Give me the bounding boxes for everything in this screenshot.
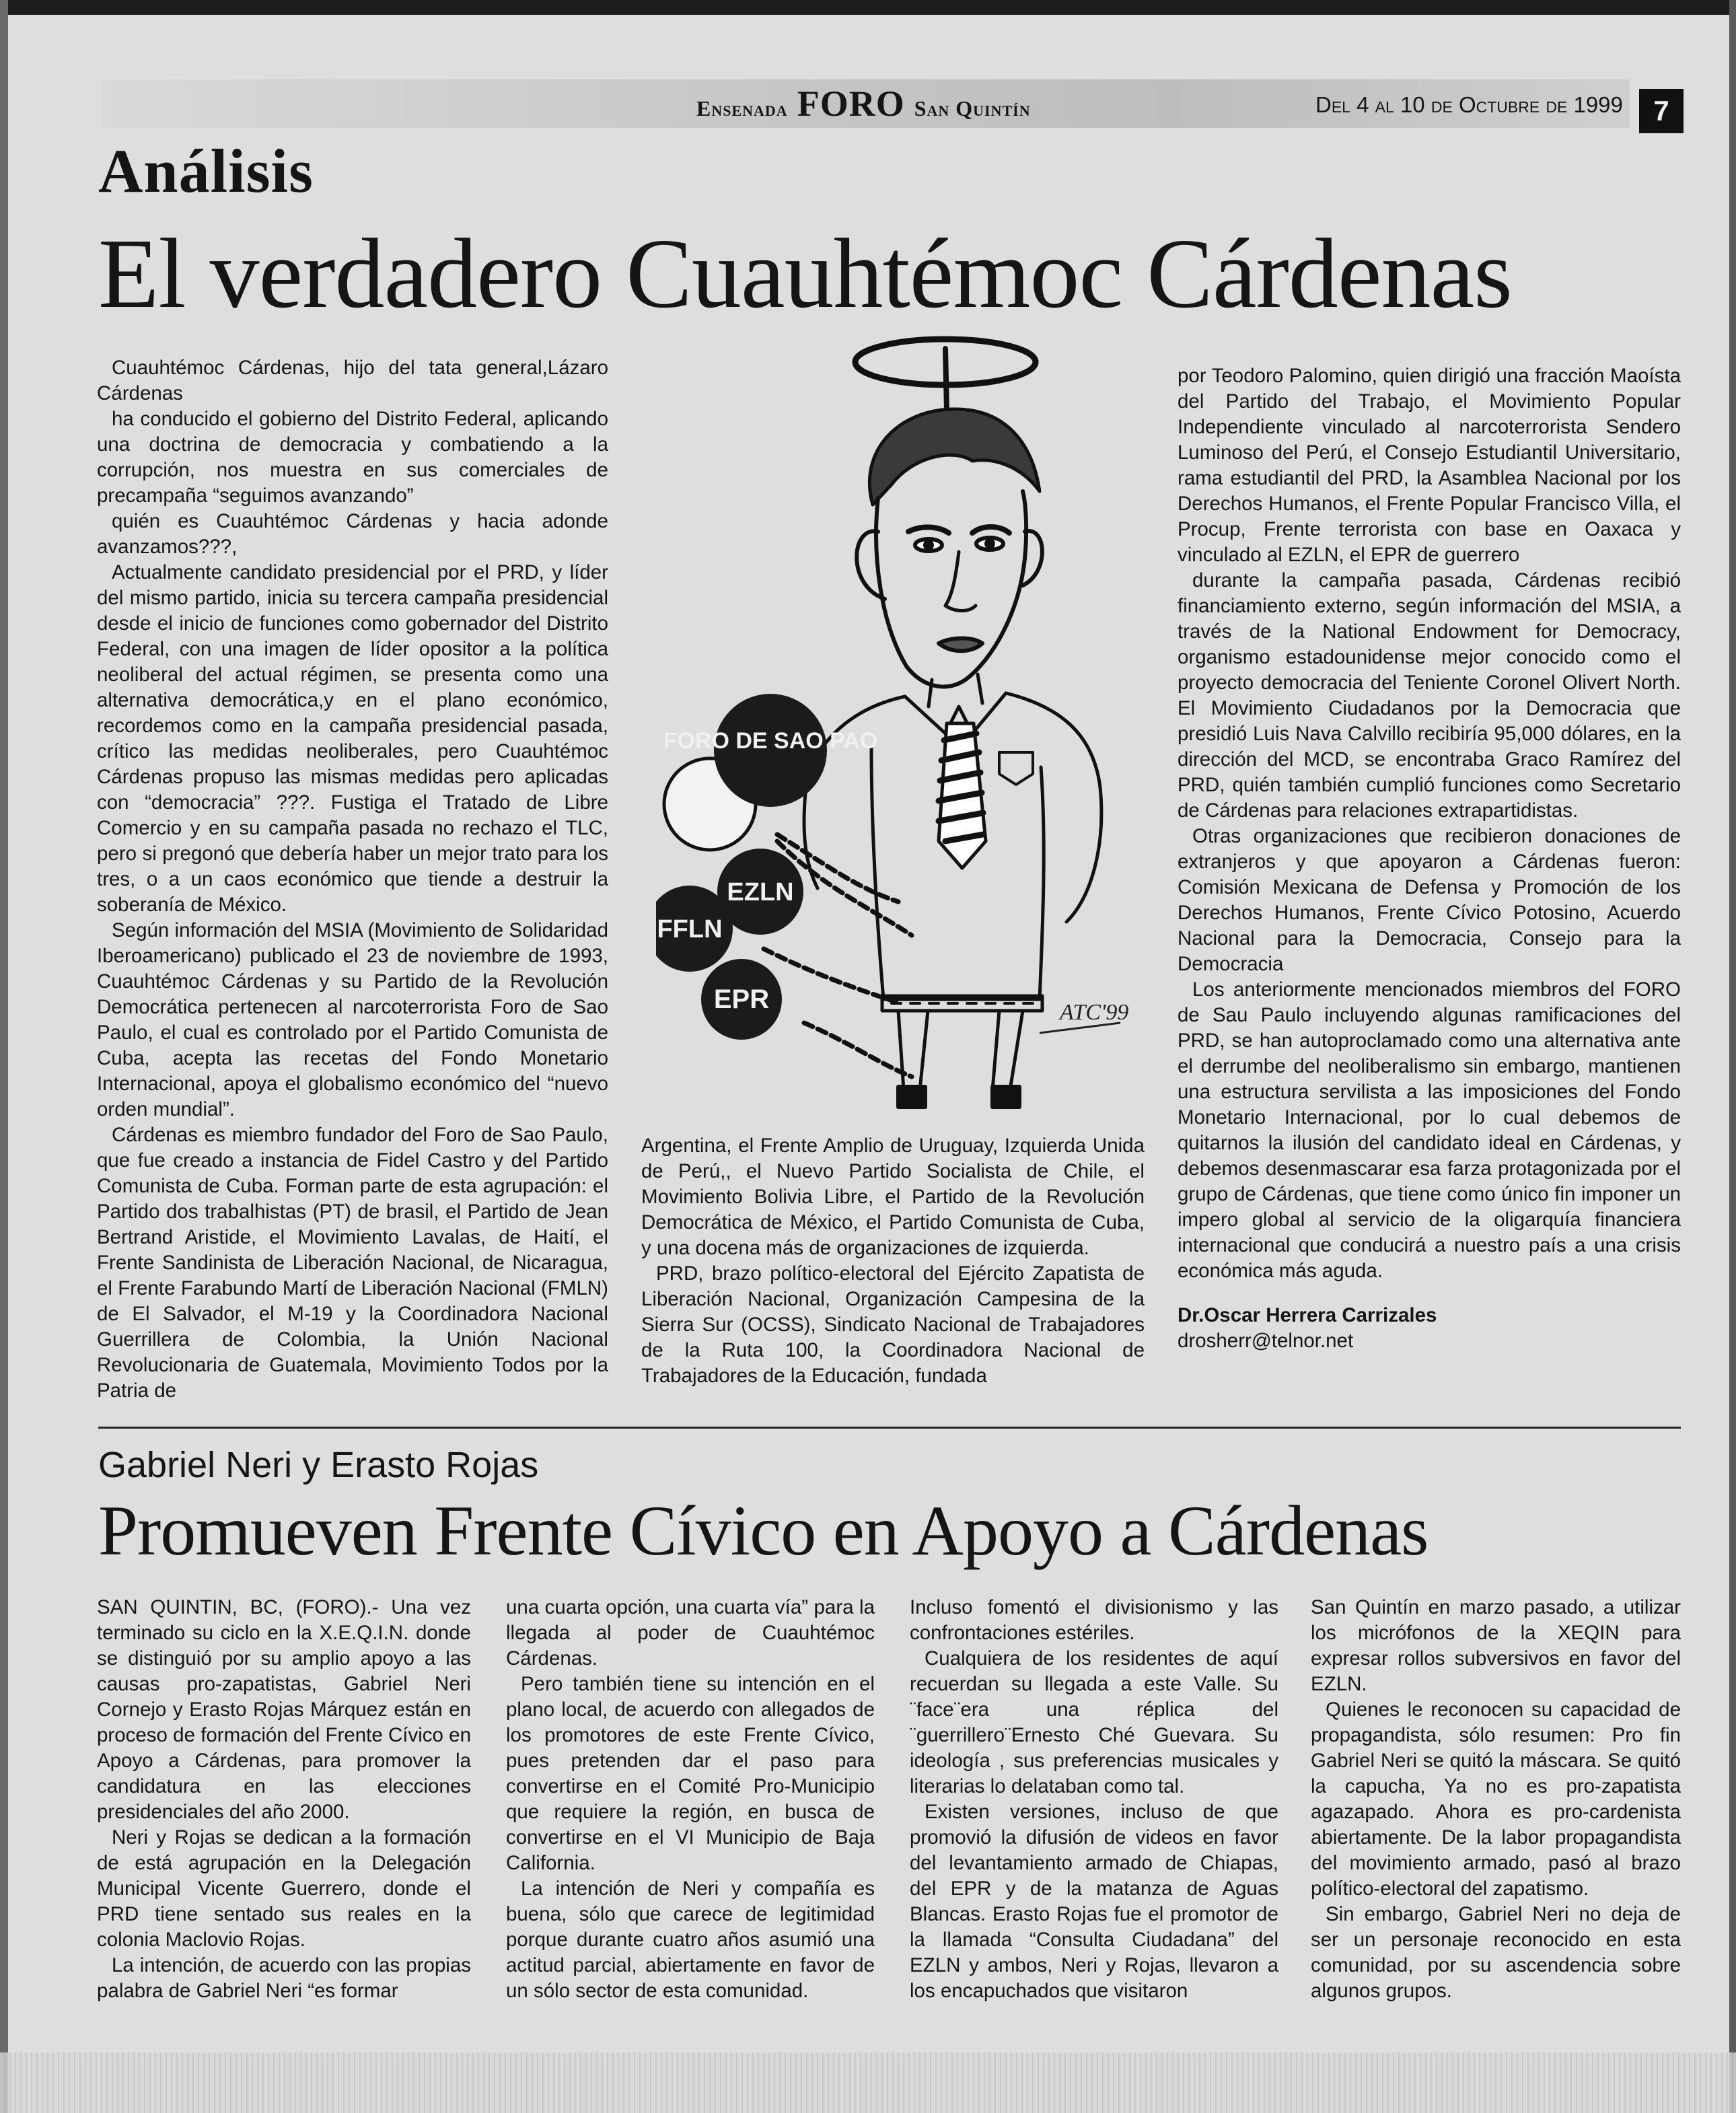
article1-column-1 [97,355,608,1404]
author-name-text: Dr.Oscar Herrera Carrizales [1178,1304,1437,1326]
ball-label-text: FORO DE SAO PAO [663,728,878,754]
issue-date: Del 4 al 10 de Octubre de 1999 [1315,92,1623,117]
article1-paragraph: Otras organizaciones que recibieron donaciones de extranjeros y que apoyaron a Cárdenas fueron: Comisión Mexicana de Defensa y Promoción de los Derechos Humanos, Frente Cívico Potosino, Acuerdo Nacional para la Democracia, Consejo para la Democracia [1178,825,1681,975]
hair [869,409,1040,505]
article2-column-4 [1311,1595,1681,2004]
article1-paragraph: Cuauhtémoc Cárdenas, hijo del tata general,Lázaro Cárdenas [97,357,608,404]
article2-column-3 [910,1595,1278,2004]
article2-byline: Gabriel Neri y Erasto Rojas [98,1445,539,1485]
mouth [939,639,982,651]
article2-paragraph: Existen versiones, incluso de que promovió la difusión de videos en favor del levantamiento armado de Chiapas, del EPR y de la matanza de Aguas Blancas. Erasto Rojas fue el promotor de la llamada “Consulta Ciudadana” del EZLN y ambos, Neri y Rojas, llevaron a los encapuchados que visitaron [910,1801,1278,2002]
artist-signature: ATC'99 [1060,1000,1129,1025]
article2-column-1 [97,1595,471,2004]
article2-headline: Promueven Frente Cívico en Apoyo a Cárdenas [98,1491,1428,1570]
masthead-name: FORO [797,83,905,124]
article1-paragraph: Según información del MSIA (Movimiento de Solidaridad Iberoamericano) publicado el 23 de noviembre de 1993, Cuauhtémoc Cárdenas y su Partido de la Revolución Democrática pertenecen al narcoterrorista Foro de Sao Paulo, el cual es controlado por el Partido Comunista de Cuba, acepta las recetas del Fondo Monetario Internacional, apoya el globalismo económico del “nuevo orden mundial”. [97,919,608,1120]
shirt-pocket [999,752,1033,785]
scan-left-edge [0,0,8,2113]
article2-column-2 [506,1595,875,2004]
article1-paragraph: PRD, brazo político-electoral del Ejército Zapatista de Liberación Nacional, Organización Campesina de la Sierra Sur (OCSS), Sindicato Nacional de Trabajadores de la Ruta 100, la Coordinadora Nacional de Trabajadores de la Educación, fundada [641,1262,1145,1387]
masthead [696,82,1031,125]
left-brow [908,527,949,533]
ball-label-ezln: EZLN [727,878,794,906]
scan-right-edge [1729,0,1736,2113]
article2-paragraph: una cuarta opción, una cuarta vía” para la llegada al poder de Cuauhtémoc Cárdenas. [506,1596,875,1670]
article2-paragraph: SAN QUINTIN, BC, (FORO).- Una vez terminado su ciclo en la X.E.Q.I.N. donde se distinguió por su amplio apoyo a las causas pro-zapatistas, Gabriel Neri Cornejo y Erasto Rojas Márquez están en proceso de formación del Frente Cívico en Apoyo a Cárdenas, para promover la candidatura en las elecciones presidenciales del año 2000. [97,1596,471,1823]
ball-label-ffln: FFLN [657,915,723,943]
article1-paragraph: por Teodoro Palomino, quien dirigió una fracción Maoísta del Partido del Trabajo, el Movimiento Popular Independiente vinculado al narcoterrorista Sendero Luminoso del Perú, el Consejo Estudiantil Universitario, rama estudiantil del PRD, la Asamblea Nacional por los Derechos Humanos, el Frente Popular Francisco Villa, el Procup, Frente terrorista con base en Oaxaca y vinculado al EZLN, el EPR de guerrero [1178,365,1681,566]
article2-paragraph: La intención, de acuerdo con las propias palabra de Gabriel Neri “es formar [97,1954,471,2002]
article2-paragraph: Cualquiera de los residentes de aquí recuerdan su llegada a este Valle. Su ¨face¨era una réplica del ¨guerrillero¨Ernesto Ché Guevara. Su ideología , sus preferencias musicales y literarias lo delataban como tal. [910,1647,1278,1797]
ball-label-epr: EPR [713,984,770,1014]
author-name [1178,1303,1681,1328]
article2-paragraph: Sin embargo, Gabriel Neri no deja de ser un personaje reconocido en esta comunidad, por su ascendencia sobre algunos grupos. [1311,1903,1681,2002]
article1-column-2 [641,1133,1145,1389]
article2-paragraph: Quienes le reconocen su capacidad de propagandista, sólo resumen: Pro fin Gabriel Neri se quitó la máscara. Se quitó la capucha, Ya no es pro-zapatista agazapado. Ahora es pro-cardenista abiertamente. De la labor propagandista del movimiento armado, pasó al brazo político-electoral del zapatismo. [1311,1698,1681,1900]
section-label: Análisis [98,137,314,205]
article-headline: El verdadero Cuauhtémoc Cárdenas [98,219,1512,329]
article1-column-3 [1178,363,1681,1354]
article1-paragraph: durante la campaña pasada, Cárdenas recibió financiamiento externo, según información del MSIA, a través de la National Endowment for Democracy, organismo estadounidense mejor conocido como el proyecto democracia del Teniente Coronel Olivert North. El Movimiento Ciudadanos por la Democracia que presidió Luis Nava Calvillo recibiría 95,000 dólares, en la dirección del MCD, se encontraba Graco Ramírez del PRD, quién también cumplió funciones como Secretario de Cárdenas para relaciones extrapartidistas. [1178,569,1681,822]
masthead-city: Ensenada [696,96,788,120]
article-divider [98,1427,1681,1429]
article1-paragraph: Actualmente candidato presidencial por el PRD, y líder del mismo partido, inicia su tercera campaña presidencial desde el inicio de funciones como gobernador del Distrito Federal, con una imagen de líder opositor a la política neoliberal del actual régimen, se presenta como una alternativa democrática,y en el plano económico, recordemos como en la campaña presidencial pasada, crítico las medidas neoliberales, pero Cuauhtémoc Cárdenas propuso las mismas medidas pero aplicadas con “democracia” ???. Fustiga el Tratado de Libre Comercio y en su campaña pasada no rechazo el TLC, pero si pregonó que debería haber un mejor trato para los tres, o a un caos económico que tiende a destruir la soberanía de México. [97,561,608,916]
article1-paragraph: ha conducido el gobierno del Distrito Federal, aplicando una doctrina de democracia y combatiendo a la corrupción, nos muestra en sus comerciales de precampaña “seguimos avanzando” [97,408,608,507]
author-email[interactable]: drosherr@telnor.net [1178,1330,1354,1352]
article2-paragraph: Incluso fomentó el divisionismo y las confrontaciones estériles. [910,1596,1278,1644]
article1-paragraph: Cárdenas es miembro fundador del Foro de Sao Paulo, que fue creado a instancia de Fidel Castro y del Partido Comunista de Cuba. Forman parte de esta agrupación: el Partido dos trabalhistas (PT) de brasil, el Partido de Jean Bertrand Aristide, el Movimiento Lavalas, de Haití, el Frente Sandinista de Liberación Nacional, de Nicaragua, el Frente Farabundo Martí de Liberación Nacional (FMLN) de El Salvador, el M-19 y la Coordinadora Nacional Guerrillera de Colombia, la Unión Nacional Revolucionaria de Guatemala, Movimiento Todos por la Patria de [97,1124,608,1402]
shoes [898,1087,925,1107]
article2-paragraph: San Quintín en marzo pasado, a utilizar los micrófonos de la XEQIN para expresar rollos subversivos en favor del EZLN. [1311,1596,1681,1695]
legs [898,1011,1023,1090]
masthead-region: San Quintín [914,96,1031,120]
scan-top-edge [0,0,1736,15]
scan-bottom-edge [0,2052,1736,2113]
article2-paragraph: La intención de Neri y compañía es buena, sólo que carece de legitimidad porque durante cuatro años asumió una actitud parcial, abiertamente en favor de un sólo sector de esta comunidad. [506,1877,875,2002]
ball-label-foro [663,728,878,754]
caricature-illustration [656,330,1147,1131]
right-brow [972,527,1009,533]
article1-paragraph: Argentina, el Frente Amplio de Uruguay, Izquierda Unida de Perú,, el Nuevo Partido Socialista de Chile, el Movimiento Bolivia Libre, el Partido de la Revolución Democrática de México, el Partido Comunista de Cuba, y una docena más de organizaciones de izquierda. [641,1135,1145,1259]
article1-paragraph: Los anteriormente mencionados miembros del FORO de Sau Paulo incluyendo algunas ramificaciones del PRD, se han autoproclamado como una alternativa ante el derrumbe del neoliberalismo sin embargo, mantienen una estructura servilista a las imposiciones del Fondo Monetario Internacional, por lo cual debemos de quitarnos la ilusión del candidato ideal en Cárdenas, y debemos desenmascarar esa farza protagonizada por el grupo de Cárdenas, que tiene como único fin imponer un impero global al servicio de la oligarquía financiera internacional que conducirá a nuestro país a una crisis económica más aguda. [1178,978,1681,1282]
halo-stem [945,349,947,410]
page-number: 7 [1639,89,1684,133]
nose [945,552,976,611]
article2-paragraph: Neri y Rojas se dedican a la formación de está agrupación en la Delegación Municipal Vicente Guerrero, donde el PRD tiene sentado sus reales en la colonia Maclovio Rojas. [97,1826,471,1951]
article1-paragraph: quién es Cuauhtémoc Cárdenas y hacia adonde avanzamos???, [97,510,608,558]
article2-paragraph: Pero también tiene su intención en el plano local, de acuerdo con allegados de los promotores de este Frente Cívico, pues pretenden dar el paso para convertirse en el Comité Pro-Municipio que requiere la región, en busca de convertirse en el VI Municipio de Baja California. [506,1673,875,1874]
